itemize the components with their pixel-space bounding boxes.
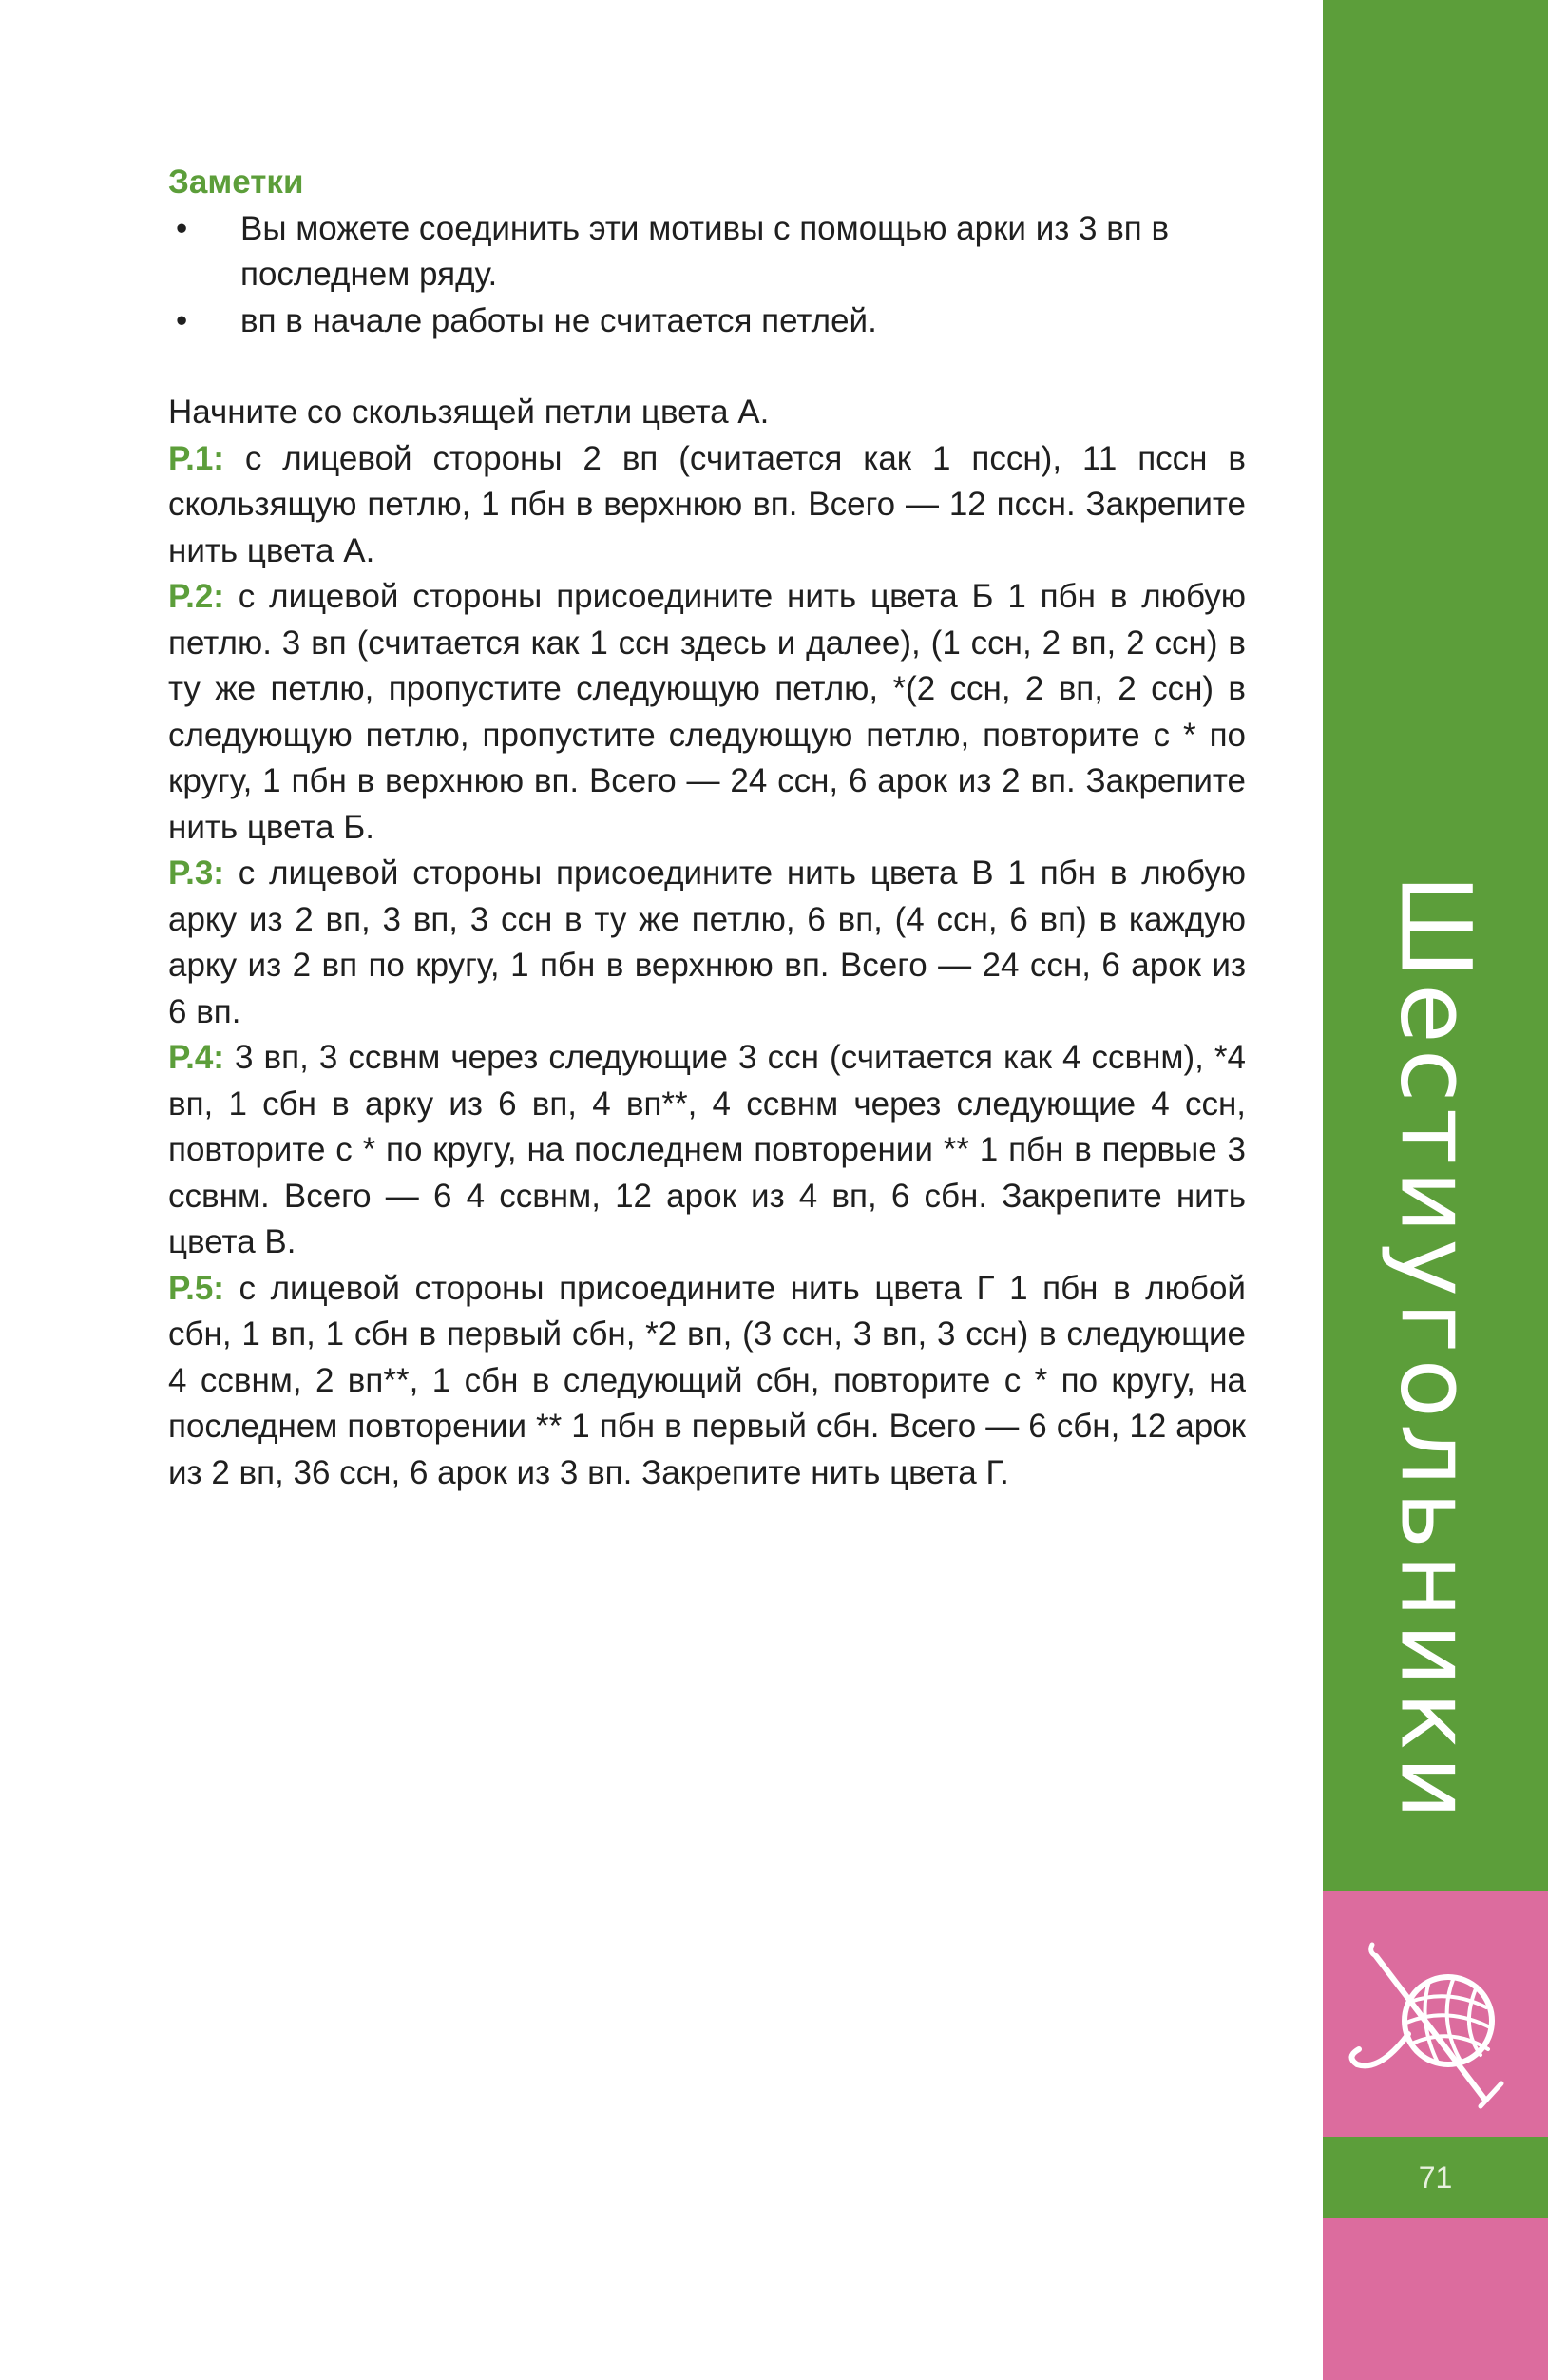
row-paragraph <box>168 1035 1246 1266</box>
section-title: Шестиугольники <box>1378 873 1492 1826</box>
row-label: Р.5: <box>168 1269 224 1307</box>
row-label: Р.4: <box>168 1039 224 1076</box>
row-paragraph <box>168 1266 1246 1497</box>
row-label: Р.2: <box>168 578 224 615</box>
page-number: 71 <box>1418 2160 1453 2195</box>
bullet-icon: • <box>176 301 188 339</box>
row-text: с лицевой стороны присоедините нить цвета Г 1 пбн в любой сбн, 1 вп, 1 сбн в первый сбн, *2 вп, (3 ссн, 3 вп, 3 ссн) в следующие 4 ссвнм, 2 вп**, 1 сбн в следующий сбн, повторите с * по кругу, на последнем повторении ** 1 пбн в первый сбн. Всего — 6 сбн, 12 арок из 2 вп, 36 ссн, 6 арок из 3 вп. Закрепите нить цвета Г. <box>168 1269 1246 1491</box>
row-text: 3 вп, 3 ссвнм через следующие 3 ссн (считается как 4 ссвнм), *4 вп, 1 сбн в арку из 6 вп, 4 вп**, 4 ссвнм через следующие 4 ссн, повторите с * по кругу, на последнем повторении ** 1 пбн в первые 3 ссвнм. Всего — 6 4 ссвнм, 12 арок из 4 вп, 6 сбн. Закрепите нить цвета В. <box>168 1039 1246 1260</box>
sidebar-pink-footer <box>1323 2218 1548 2380</box>
chapter-sidebar <box>1323 0 1548 2380</box>
note-text: вп в начале работы не считается петлей. <box>240 301 877 339</box>
row-text: с лицевой стороны присоедините нить цвета Б 1 пбн в любую петлю. 3 вп (считается как 1 ссн здесь и далее), (1 ссн, 2 вп, 2 ссн) в ту же петлю, пропустите следующую петлю, *(2 ссн, 2 вп, 2 ссн) в следующую петлю, пропустите следующую петлю, повторите с * по кругу, 1 пбн в верхнюю вп. Всего — 24 ссн, 6 арок из 2 вп. Закрепите нить цвета Б. <box>168 578 1246 846</box>
row-text: с лицевой стороны присоедините нить цвета В 1 пбн в любую арку из 2 вп, 3 вп, 3 ссн в ту же петлю, 6 вп, (4 ссн, 6 вп) в каждую арку из 2 вп по кругу, 1 пбн в верхнюю вп. Всего — 24 ссн, 6 арок из 6 вп. <box>168 854 1246 1030</box>
row-label: Р.1: <box>168 439 224 477</box>
yarn-ball-hook-icon <box>1342 1939 1532 2110</box>
intro-text: Начните со скользящей петли цвета А. <box>168 393 770 431</box>
row-paragraph <box>168 436 1246 575</box>
list-item <box>168 206 1246 298</box>
list-item <box>168 298 1246 345</box>
row-label: Р.3: <box>168 854 224 892</box>
main-content <box>168 160 1246 1496</box>
notes-list <box>168 206 1246 345</box>
row-text: с лицевой стороны 2 вп (считается как 1 пссн), 11 пссн в скользящую петлю, 1 пбн в верхнюю вп. Всего — 12 пссн. Закрепите нить цвета А. <box>168 439 1246 569</box>
row-paragraph <box>168 851 1246 1035</box>
note-text: Вы можете соединить эти мотивы с помощью арки из 3 вп в последнем ряду. <box>240 209 1170 293</box>
bullet-icon: • <box>176 209 188 247</box>
row-paragraph <box>168 574 1246 851</box>
notes-title: Заметки <box>168 163 304 201</box>
